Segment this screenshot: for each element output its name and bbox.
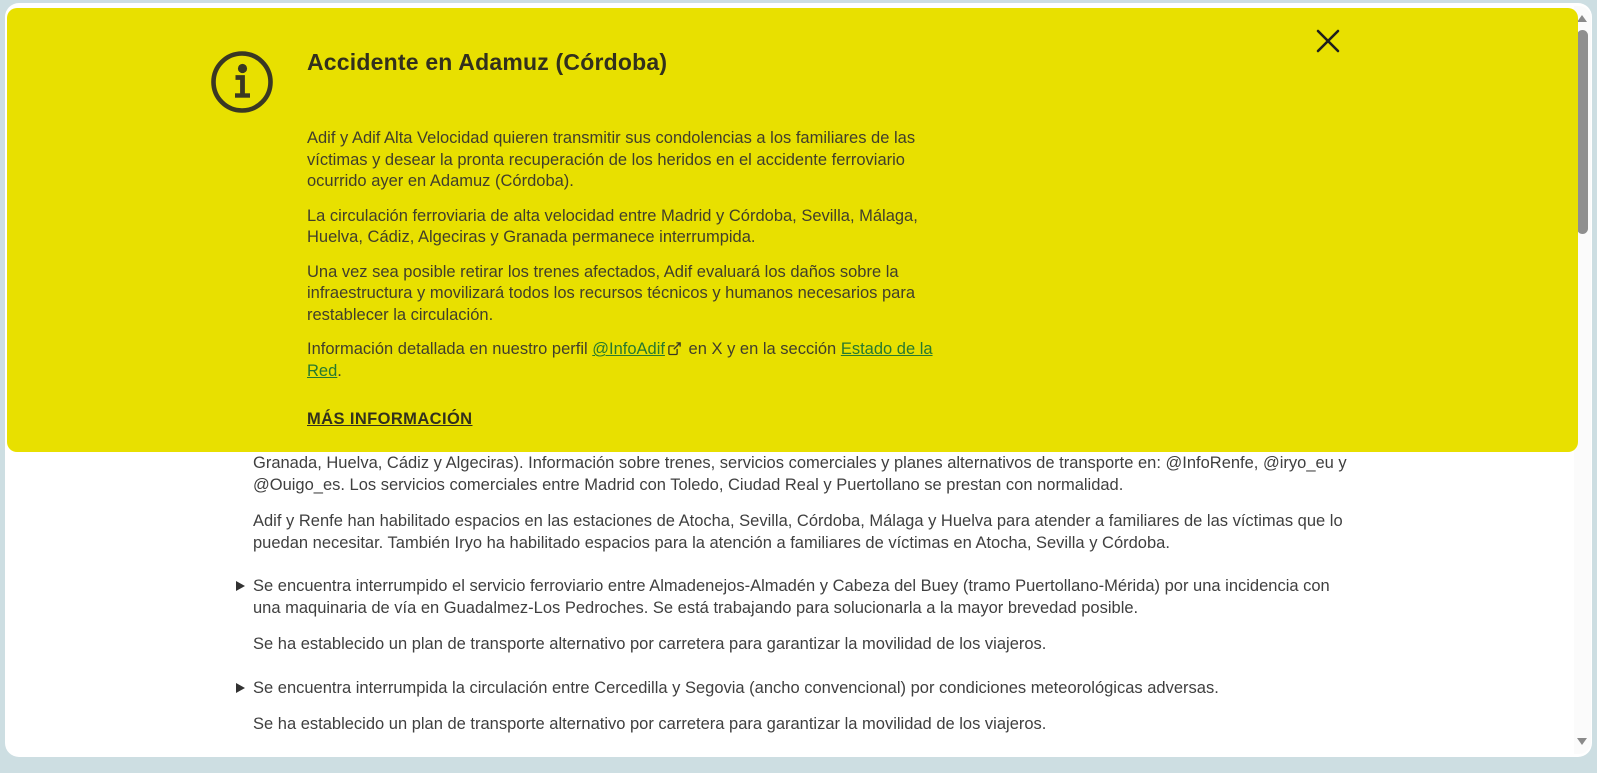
close-button[interactable] <box>1310 24 1346 60</box>
scrollbar-thumb[interactable] <box>1577 30 1588 234</box>
incident-subtext: Se ha establecido un plan de transporte alternativo por carretera para garantizar la movilidad de los viajeros. <box>253 635 1047 653</box>
scroll-down-arrow-icon[interactable] <box>1577 738 1587 745</box>
alert-paragraph: Adif y Adif Alta Velocidad quieren transmitir sus condolencias a los familiares de las víctimas y desear la pronta recuperación de los heridos en el accidente ferroviario ocurrido ayer en Adamuz (Córdoba). <box>307 129 916 190</box>
infoadif-link[interactable]: @InfoAdif <box>592 340 665 358</box>
status-paragraph: Adif y Renfe han habilitado espacios en las estaciones de Atocha, Sevilla, Córdoba, Málaga y Huelva para atender a familiares de las víctimas que lo puedan necesitar. También Iryo ha habilitado espacios para la atención a familiares de víctimas en Atocha, Sevilla y Córdoba. <box>253 512 1343 552</box>
info-line-prefix: Información detallada en nuestro perfil <box>307 340 593 358</box>
alert-info-line <box>307 339 967 382</box>
incident-subtext: Se ha establecido un plan de transporte alternativo por carretera para garantizar la movilidad de los viajeros. <box>253 715 1047 733</box>
service-status-content <box>253 453 1351 751</box>
alert-paragraph: Una vez sea posible retirar los trenes afectados, Adif evaluará los daños sobre la infraestructura y movilizará todos los recursos técnicos y humanos necesarios para restablecer la circulación. <box>307 262 916 324</box>
incident-list-item <box>253 576 1351 619</box>
info-line-middle: en X y en la sección <box>683 340 841 358</box>
status-paragraph: Granada, Huelva, Cádiz y Algeciras). Información sobre trenes, servicios comerciales y planes alternativos de transporte en: @InfoRenfe, @iryo_eu y @Ouigo_es. Los servicios comerciales entre Madrid con Toledo, Ciudad Real y Puertollano se prestan con normalidad. <box>253 454 1347 494</box>
info-line-suffix: . <box>337 361 342 380</box>
alert-banner <box>7 8 1578 452</box>
alert-title: Accidente en Adamuz (Córdoba) <box>307 49 668 75</box>
page-panel <box>5 3 1592 757</box>
external-link-icon <box>667 341 682 356</box>
info-icon <box>209 49 275 115</box>
estado-de-la-red-link[interactable]: Estado de la Red <box>307 340 933 380</box>
more-info-link[interactable]: MÁS INFORMACIÓN <box>307 410 473 428</box>
bullet-triangle-icon <box>236 683 245 693</box>
scroll-up-arrow-icon[interactable] <box>1577 15 1587 22</box>
close-icon <box>1315 28 1341 54</box>
alert-body <box>307 48 967 431</box>
incident-text: Se encuentra interrumpida la circulación entre Cercedilla y Segovia (ancho convencional) por condiciones meteorológicas adversas. <box>253 678 1219 697</box>
bullet-triangle-icon <box>236 581 245 591</box>
alert-paragraph: La circulación ferroviaria de alta velocidad entre Madrid y Córdoba, Sevilla, Málaga, Huelva, Cádiz, Algeciras y Granada permanece interrumpida. <box>307 206 918 246</box>
incident-list-item <box>253 678 1351 700</box>
incident-text: Se encuentra interrumpido el servicio ferroviario entre Almadenejos-Almadén y Cabeza del Buey (tramo Puertollano-Mérida) por una incidencia con una maquinaria de vía en Guadalmez-Los Pedroches. Se está trabajando para solucionarla a la mayor brevedad posible. <box>253 577 1330 617</box>
